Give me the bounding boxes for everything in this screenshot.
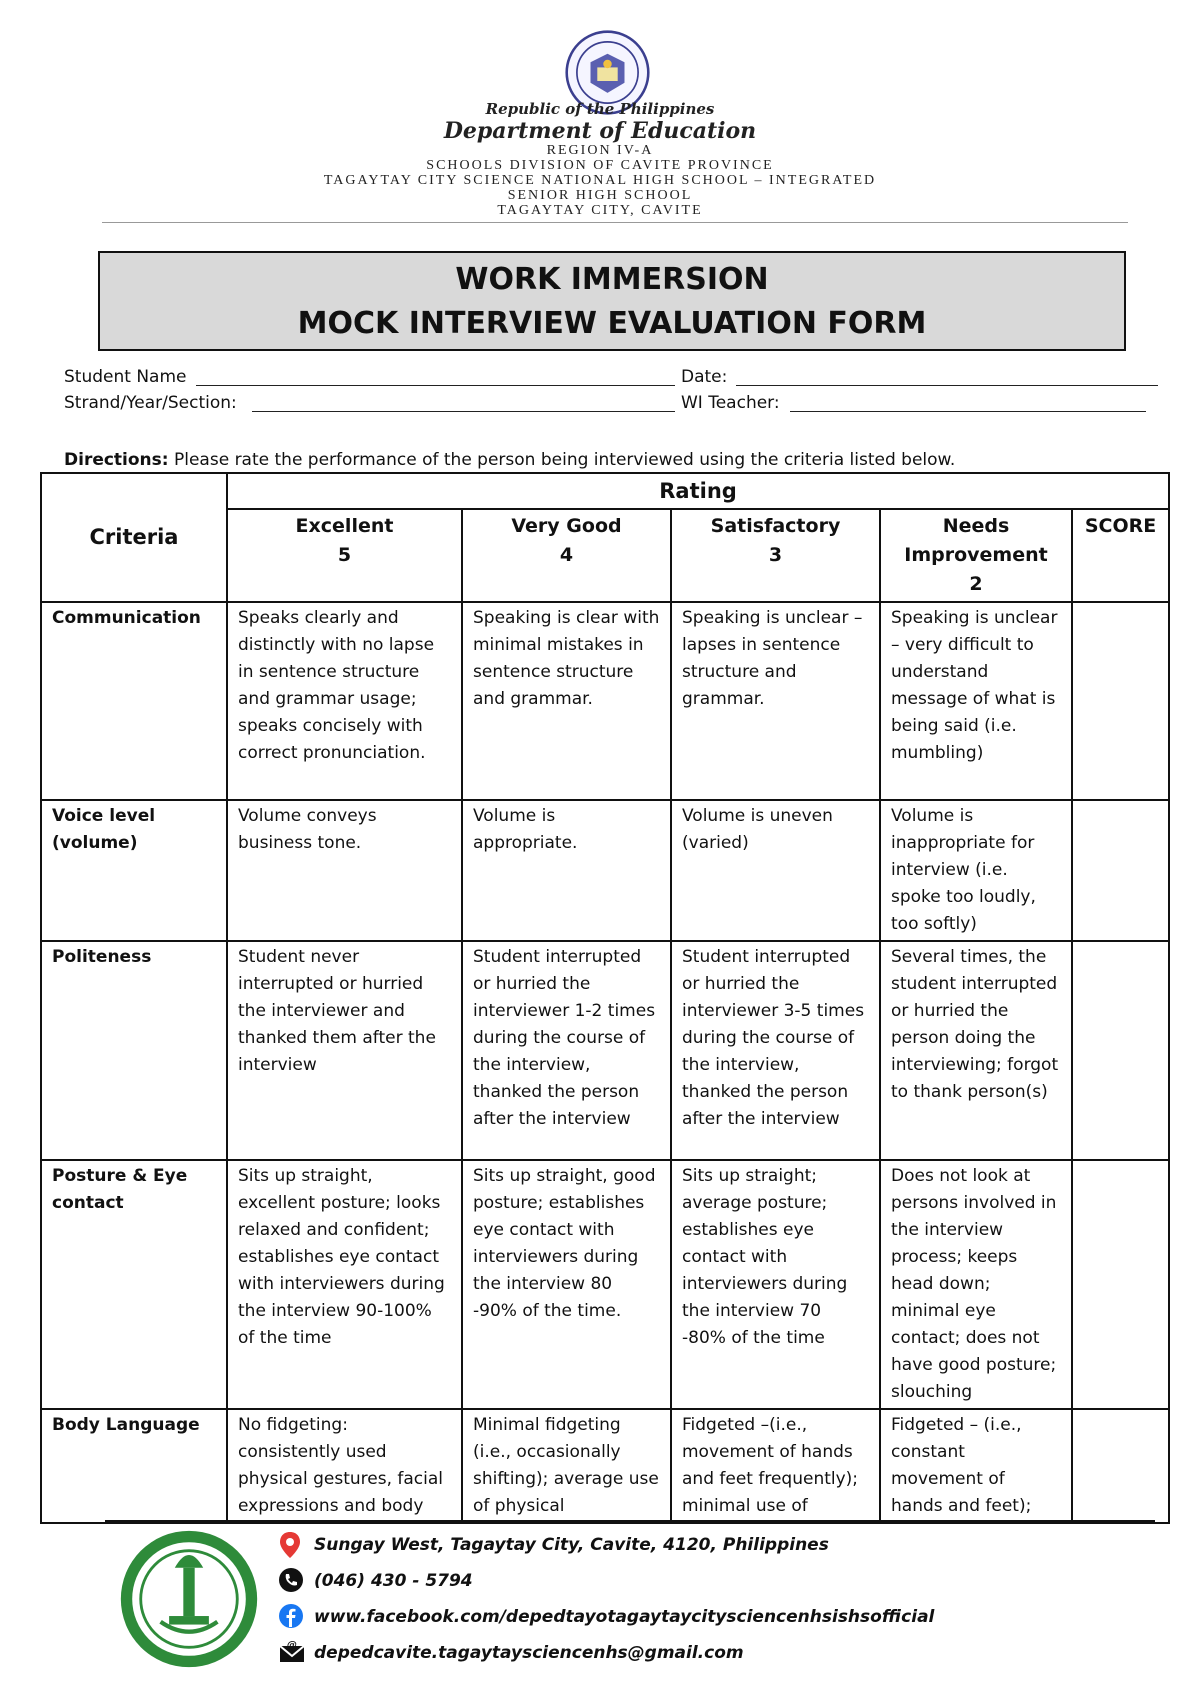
strand-field[interactable]: [252, 411, 675, 412]
score-cell[interactable]: [1072, 1160, 1169, 1409]
city-line: TAGAYTAY CITY, CAVITE: [497, 203, 703, 218]
level-name: Satisfactory: [710, 515, 841, 537]
directions-label: Directions:: [64, 450, 169, 470]
student-name-label: Student Name: [64, 367, 187, 387]
header-divider: [102, 222, 1128, 223]
wi-teacher-label: WI Teacher:: [681, 393, 780, 413]
table-row: [41, 800, 1169, 941]
criterion-name: Voice level (volume): [41, 800, 227, 941]
phone-text: (046) 430 - 5794: [314, 1571, 473, 1591]
rubric-cell: Speaking is clear with minimal mistakes in sentence structure and grammar.: [462, 602, 671, 800]
email-icon: [278, 1639, 306, 1665]
rubric-cell: Does not look at persons involved in the interview process; keeps head down; minimal eye contact; does not have good posture; slouching: [880, 1160, 1072, 1409]
date-field[interactable]: [736, 385, 1158, 386]
rubric-cell: Student interrupted or hurried the interviewer 1-2 times during the course of the interview, thanked the person after the interview: [462, 941, 671, 1160]
criterion-name: Body Language: [41, 1409, 227, 1523]
rubric-cell: No fidgeting: consistently used physical gestures, facial expressions and body: [227, 1409, 462, 1523]
level-header: [880, 509, 1072, 602]
rubric-cell: Speaks clearly and distinctly with no lapse in sentence structure and grammar usage; speaks concisely with correct pronunciation.: [227, 602, 462, 800]
date-label: Date:: [681, 367, 728, 387]
school-line: TAGAYTAY CITY SCIENCE NATIONAL HIGH SCHOOL – INTEGRATED: [323, 173, 877, 188]
form-title-line2: MOCK INTERVIEW EVALUATION FORM: [297, 306, 927, 341]
location-pin-icon: [278, 1531, 302, 1559]
rating-header: Rating: [227, 473, 1169, 509]
wi-teacher-field[interactable]: [790, 411, 1146, 412]
email-link[interactable]: depedcavite.tagaytaysciencenhs@gmail.com: [314, 1643, 744, 1663]
rubric-cell: Sits up straight, excellent posture; looks relaxed and confident; establishes eye contact with interviewers during the interview 90-100% of the time: [227, 1160, 462, 1409]
rubric-cell: Fidgeted – (i.e., constant movement of hands and feet);: [880, 1409, 1072, 1523]
footer-divider: [105, 1520, 1155, 1523]
rubric-cell: Sits up straight; average posture; establishes eye contact with interviewers during the interview 70 -80% of the time: [671, 1160, 880, 1409]
score-cell[interactable]: [1072, 941, 1169, 1160]
table-row: [41, 602, 1169, 800]
rubric-cell: Several times, the student interrupted or hurried the person doing the interviewing; forgot to thank person(s): [880, 941, 1072, 1160]
school-line-2: SENIOR HIGH SCHOOL: [507, 188, 693, 203]
rubric-cell: Speaking is unclear – very difficult to understand message of what is being said (i.e. mumbling): [880, 602, 1072, 800]
level-name: Excellent: [295, 515, 394, 537]
region-line: REGION IV-A: [546, 143, 654, 158]
level-name: Very Good: [511, 515, 622, 537]
rubric-cell: Minimal fidgeting (i.e., occasionally shifting); average use of physical: [462, 1409, 671, 1523]
svg-text:@: @: [287, 1640, 297, 1651]
phone-icon: [278, 1567, 304, 1593]
score-cell[interactable]: [1072, 800, 1169, 941]
criterion-name: Posture & Eye contact: [41, 1160, 227, 1409]
directions-text: Please rate the performance of the person being interviewed using the criteria listed below.: [174, 450, 956, 470]
form-title-box: [98, 251, 1126, 351]
level-name: Needs Improvement: [904, 515, 1048, 566]
level-score: 2: [969, 573, 983, 595]
level-score: 5: [337, 544, 352, 566]
rubric-cell: Fidgeted –(i.e., movement of hands and feet frequently); minimal use of: [671, 1409, 880, 1523]
score-cell[interactable]: [1072, 602, 1169, 800]
table-row: [41, 1409, 1169, 1523]
table-row: [41, 941, 1169, 1160]
evaluation-rubric-table: [40, 472, 1170, 1524]
level-header: [671, 509, 880, 602]
rubric-cell: Volume conveys business tone.: [227, 800, 462, 941]
level-header: [227, 509, 462, 602]
department-heading: Department of Education: [443, 118, 757, 144]
republic-heading: Republic of the Philippines: [485, 100, 715, 118]
division-line: SCHOOLS DIVISION OF CAVITE PROVINCE: [426, 158, 774, 173]
rubric-cell: Speaking is unclear – lapses in sentence structure and grammar.: [671, 602, 880, 800]
strand-label: Strand/Year/Section:: [64, 393, 237, 413]
facebook-link[interactable]: www.facebook.com/depedtayotagaytaycitysciencenhsishsofficial: [314, 1607, 935, 1627]
score-cell[interactable]: [1072, 1409, 1169, 1523]
student-name-field[interactable]: [196, 385, 675, 386]
rubric-cell: Sits up straight, good posture; establishes eye contact with interviewers during the interview 80 -90% of the time.: [462, 1160, 671, 1409]
facebook-icon: [278, 1603, 304, 1629]
level-header: [462, 509, 671, 602]
level-score: 4: [559, 544, 574, 566]
directions: [64, 450, 955, 470]
school-logo: [118, 1528, 260, 1670]
rubric-cell: Volume is inappropriate for interview (i.e. spoke too loudly, too softly): [880, 800, 1072, 941]
criteria-header: Criteria: [41, 473, 227, 602]
criterion-name: Communication: [41, 602, 227, 800]
level-score: 3: [768, 544, 783, 566]
rubric-cell: Student never interrupted or hurried the interviewer and thanked them after the interview: [227, 941, 462, 1160]
score-header: SCORE: [1072, 509, 1169, 602]
table-row: [41, 1160, 1169, 1409]
rubric-cell: Volume is appropriate.: [462, 800, 671, 941]
form-title-line1: WORK IMMERSION: [455, 262, 769, 297]
address-text: Sungay West, Tagaytay City, Cavite, 4120, Philippines: [314, 1535, 829, 1555]
rubric-cell: Student interrupted or hurried the interviewer 3-5 times during the course of the interview, thanked the person after the interview: [671, 941, 880, 1160]
rubric-cell: Volume is uneven (varied): [671, 800, 880, 941]
criterion-name: Politeness: [41, 941, 227, 1160]
